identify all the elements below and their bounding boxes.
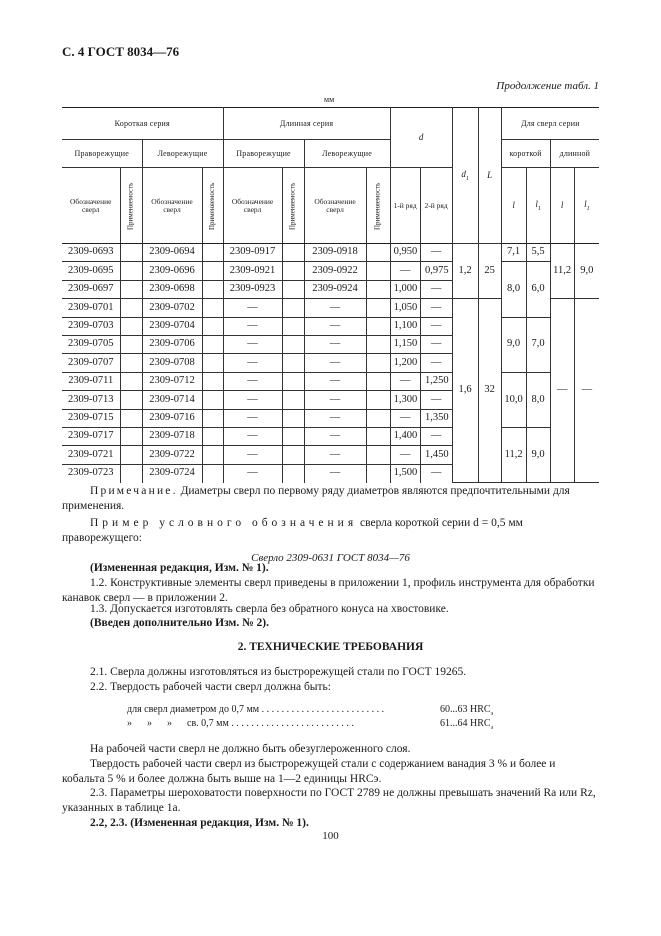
use-cell (120, 354, 142, 372)
l-short-value: 9,0 (501, 317, 526, 372)
use-cell (120, 317, 142, 335)
use-cell (202, 280, 223, 298)
designation-short-right: 2309-0721 (62, 446, 120, 464)
designation-short-right: 2309-0701 (62, 299, 120, 317)
use-cell (202, 464, 223, 482)
use-cell (366, 262, 390, 280)
unit-label: мм (324, 95, 335, 104)
amendment-note-last: 2.2, 2.3. (Измененная редакция, Изм. № 1). (90, 817, 309, 829)
use-cell (282, 409, 304, 427)
amendment-note-2: (Введен дополнительно Изм. № 2). (90, 617, 269, 629)
designation-short-right: 2309-0703 (62, 317, 120, 335)
designation-short-right: 2309-0695 (62, 262, 120, 280)
use-cell (282, 244, 304, 262)
d-row2: 1,250 (420, 372, 452, 390)
paragraph-1-3: 1.3. Допускается изготовлять сверла без обратного конуса на хвостовике. (90, 603, 449, 615)
designation-long-right: — (223, 391, 282, 409)
designation-long-left: 2309-0918 (304, 244, 366, 262)
designation-long-right: — (223, 464, 282, 482)
use-cell (366, 335, 390, 353)
header-series-short: короткой (501, 140, 550, 168)
header-series-long: длинной (550, 140, 599, 168)
L-value: 25 (478, 244, 501, 299)
designation-long-right: 2309-0923 (223, 280, 282, 298)
header-l-short: l (501, 168, 526, 244)
use-cell (366, 409, 390, 427)
l1-short-value: 5,5 (526, 244, 550, 262)
d-row1: 1,300 (390, 391, 420, 409)
header-d1: $d_1$ (452, 108, 478, 244)
l-short-value: 8,0 (501, 262, 526, 317)
use-cell (202, 372, 223, 390)
header-d: d (390, 108, 452, 168)
designation-short-right: 2309-0697 (62, 280, 120, 298)
d-row2: — (420, 244, 452, 262)
d-row1: — (390, 409, 420, 427)
designation-short-left: 2309-0698 (142, 280, 202, 298)
header-drill-series: Для сверл серии (501, 108, 599, 140)
use-cell (366, 299, 390, 317)
header-row2: 2-й ряд (420, 168, 452, 244)
designation-long-left: — (304, 427, 366, 445)
designation-short-right: 2309-0707 (62, 354, 120, 372)
paragraph-2-3: 2.3. Параметры шероховатости поверхности по ГОСТ 2789 не должны превышать значений Ra или Rz, указанных в таблице 1а. (62, 787, 596, 814)
d-row1: — (390, 262, 420, 280)
d-row1: 1,000 (390, 280, 420, 298)
page-number: 100 (322, 830, 339, 842)
table-row (62, 262, 599, 280)
use-cell (282, 391, 304, 409)
designation-long-right: — (223, 446, 282, 464)
designation-long-left: — (304, 464, 366, 482)
designation-long-left: — (304, 317, 366, 335)
table-row (62, 244, 599, 262)
use-cell (366, 464, 390, 482)
paragraph-2-1: 2.1. Сверла должны изготовляться из быстрорежущей стали по ГОСТ 19265. (90, 666, 467, 678)
header-use: Применяемость (202, 168, 223, 244)
d-row1: 1,500 (390, 464, 420, 482)
d-row2: — (420, 335, 452, 353)
use-cell (366, 446, 390, 464)
header-short-left: Леворежущие (142, 140, 223, 168)
d-row2: 1,450 (420, 446, 452, 464)
use-cell (202, 427, 223, 445)
use-cell (366, 391, 390, 409)
paragraph-decarburization: На рабочей части сверл не должно быть обезуглероженного слоя. (90, 743, 411, 755)
d-row2: — (420, 317, 452, 335)
d-row1: — (390, 446, 420, 464)
designation-short-left: 2309-0716 (142, 409, 202, 427)
d-row2: — (420, 280, 452, 298)
designation-short-left: 2309-0718 (142, 427, 202, 445)
note-paragraph: Примечание. Диаметры сверл по первому ряду диаметров являются предпочтительными для применения. (62, 485, 570, 512)
use-cell (202, 262, 223, 280)
designation-long-right: — (223, 427, 282, 445)
use-cell (202, 391, 223, 409)
paragraph-vanadium: Твердость рабочей части сверл из быстрорежущей стали с содержанием ванадия 3 % и более и кобальта 5 % и более должна быть выше на 1—2 единицы HRCэ. (62, 758, 556, 785)
designation-long-right: — (223, 372, 282, 390)
use-cell (282, 335, 304, 353)
hardness-line-2: » » » св. 0,7 мм . . . . . . . . . . . . . . . . . . . . . . . . . (127, 718, 354, 729)
use-cell (282, 262, 304, 280)
use-cell (282, 280, 304, 298)
use-cell (120, 280, 142, 298)
designation-long-left: 2309-0924 (304, 280, 366, 298)
l1-long-value: 9,0 (574, 244, 599, 299)
header-row1: 1-й ряд (390, 168, 420, 244)
l-short-value: 10,0 (501, 372, 526, 427)
header-short-right: Праворежущие (62, 140, 142, 168)
d-row1: — (390, 372, 420, 390)
designation-long-right: — (223, 409, 282, 427)
designation-short-left: 2309-0724 (142, 464, 202, 482)
example-paragraph: Пример условного обозначения сверла короткой серии d = 0,5 мм праворежущего: (62, 517, 523, 544)
header-designation: Обозначение сверл (304, 168, 366, 244)
header-l-long: l (550, 168, 574, 244)
header-use: Применяемость (366, 168, 390, 244)
designation-short-right: 2309-0717 (62, 427, 120, 445)
l1-long-value: — (574, 299, 599, 483)
designation-short-right: 2309-0713 (62, 391, 120, 409)
header-short-series: Короткая серия (62, 108, 223, 140)
designation-long-left: — (304, 372, 366, 390)
use-cell (366, 280, 390, 298)
designation-short-left: 2309-0714 (142, 391, 202, 409)
use-cell (120, 262, 142, 280)
d-row2: — (420, 354, 452, 372)
designation-short-left: 2309-0712 (142, 372, 202, 390)
page-header: С. 4 ГОСТ 8034—76 (62, 44, 180, 59)
d-row2: — (420, 299, 452, 317)
hardness-line-1: для сверл диаметром до 0,7 мм . . . . . . . . . . . . . . . . . . . . . . . . . (127, 704, 385, 715)
example-designation: Сверло 2309-0631 ГОСТ 8034—76 (251, 552, 410, 564)
d1-value: 1,2 (452, 244, 478, 299)
table-continuation-label: Продолжение табл. 1 (496, 80, 599, 92)
use-cell (202, 335, 223, 353)
designation-long-right: 2309-0917 (223, 244, 282, 262)
designation-short-left: 2309-0702 (142, 299, 202, 317)
designation-short-left: 2309-0696 (142, 262, 202, 280)
designation-short-right: 2309-0723 (62, 464, 120, 482)
use-cell (282, 299, 304, 317)
use-cell (202, 244, 223, 262)
designation-short-left: 2309-0706 (142, 335, 202, 353)
designation-short-left: 2309-0704 (142, 317, 202, 335)
designation-long-left: — (304, 391, 366, 409)
use-cell (366, 372, 390, 390)
d-row1: 0,950 (390, 244, 420, 262)
use-cell (120, 427, 142, 445)
L-value: 32 (478, 299, 501, 483)
use-cell (366, 317, 390, 335)
designation-short-left: 2309-0708 (142, 354, 202, 372)
l1-short-value: 8,0 (526, 372, 550, 427)
d-row2: 0,975 (420, 262, 452, 280)
d-row2: — (420, 427, 452, 445)
designation-long-right: — (223, 317, 282, 335)
l-long-value: 11,2 (550, 244, 574, 299)
d-row1: 1,100 (390, 317, 420, 335)
use-cell (282, 317, 304, 335)
use-cell (282, 427, 304, 445)
use-cell (282, 464, 304, 482)
use-cell (120, 372, 142, 390)
use-cell (202, 354, 223, 372)
use-cell (282, 354, 304, 372)
use-cell (366, 354, 390, 372)
d-row1: 1,400 (390, 427, 420, 445)
designation-long-right: — (223, 299, 282, 317)
designation-short-right: 2309-0715 (62, 409, 120, 427)
use-cell (120, 244, 142, 262)
header-long-right: Праворежущие (223, 140, 304, 168)
header-long-series: Длинная серия (223, 108, 390, 140)
header-l1-short: $l_1$ (526, 168, 550, 244)
l-long-value: — (550, 299, 574, 483)
designation-long-left: — (304, 335, 366, 353)
header-designation: Обозначение сверл (142, 168, 202, 244)
table-row (62, 427, 599, 445)
use-cell (282, 372, 304, 390)
d-row2: 1,350 (420, 409, 452, 427)
header-designation: Обозначение сверл (62, 168, 120, 244)
hardness-value-1: 60...63 $HRC_э$ (440, 704, 494, 717)
use-cell (120, 446, 142, 464)
use-cell (120, 409, 142, 427)
l1-short-value: 7,0 (526, 317, 550, 372)
designation-long-right: — (223, 354, 282, 372)
use-cell (202, 299, 223, 317)
designation-short-left: 2309-0722 (142, 446, 202, 464)
d-row1: 1,050 (390, 299, 420, 317)
use-cell (120, 464, 142, 482)
header-long-left: Леворежущие (304, 140, 390, 168)
designation-short-right: 2309-0711 (62, 372, 120, 390)
table-row (62, 372, 599, 390)
designation-short-left: 2309-0694 (142, 244, 202, 262)
paragraph-2-2: 2.2. Твердость рабочей части сверл должна быть: (90, 681, 331, 693)
use-cell (202, 446, 223, 464)
d-row1: 1,150 (390, 335, 420, 353)
use-cell (282, 446, 304, 464)
l-short-value: 11,2 (501, 427, 526, 482)
l1-short-value: 9,0 (526, 427, 550, 482)
use-cell (202, 409, 223, 427)
designation-long-right: 2309-0921 (223, 262, 282, 280)
d1-value: 1,6 (452, 299, 478, 483)
use-cell (120, 391, 142, 409)
section-2-heading: 2. ТЕХНИЧЕСКИЕ ТРЕБОВАНИЯ (237, 641, 424, 653)
amendment-note-1: (Измененная редакция, Изм. № 1). (90, 562, 269, 574)
designation-long-left: — (304, 409, 366, 427)
header-designation: Обозначение сверл (223, 168, 282, 244)
use-cell (120, 299, 142, 317)
paragraph-1-2: 1.2. Конструктивные элементы сверл приведены в приложении 1, профиль инструмента для обработки канавок сверл — в приложении 2. (62, 577, 595, 604)
header-l1-long: $l_1$ (574, 168, 599, 244)
use-cell (202, 317, 223, 335)
d-row2: — (420, 391, 452, 409)
drill-specification-table (62, 107, 599, 483)
designation-long-left: — (304, 446, 366, 464)
l1-short-value: 6,0 (526, 262, 550, 317)
designation-short-right: 2309-0693 (62, 244, 120, 262)
use-cell (366, 244, 390, 262)
designation-long-left: 2309-0922 (304, 262, 366, 280)
designation-long-right: — (223, 335, 282, 353)
header-L: L (478, 108, 501, 244)
designation-short-right: 2309-0705 (62, 335, 120, 353)
hardness-value-2: 61...64 $HRC_э$ (440, 718, 494, 731)
designation-long-left: — (304, 299, 366, 317)
d-row2: — (420, 464, 452, 482)
header-use: Применяемость (120, 168, 142, 244)
use-cell (366, 427, 390, 445)
table-row (62, 317, 599, 335)
header-use: Применяемость (282, 168, 304, 244)
l-short-value: 7,1 (501, 244, 526, 262)
designation-long-left: — (304, 354, 366, 372)
use-cell (120, 335, 142, 353)
d-row1: 1,200 (390, 354, 420, 372)
